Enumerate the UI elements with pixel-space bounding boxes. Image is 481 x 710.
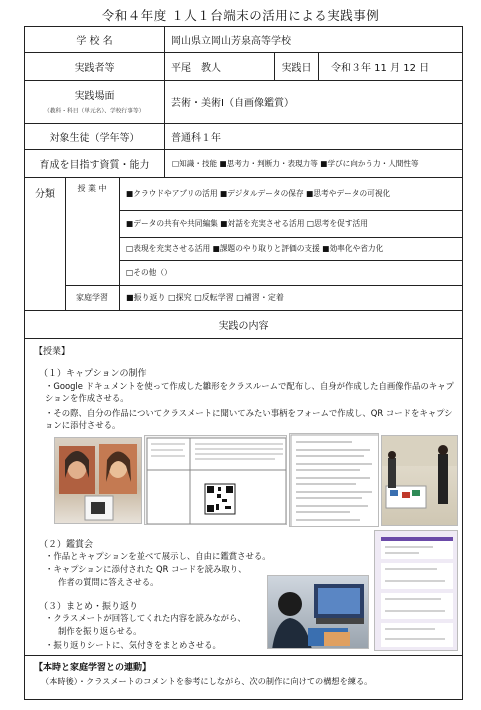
page-title: 令和４年度 １人１台端末の活用による実践事例 — [101, 8, 380, 23]
report-form — [24, 26, 463, 700]
step3-bullet-1: ・クラスメートが回答してくれた内容を読みながら、 — [45, 613, 246, 623]
scene-note: （教科・科目（単元名）、学校行事等） — [44, 107, 145, 115]
step2-bullet-1: ・作品とキャプションを並べて展示し、自由に鑑賞させる。 — [45, 551, 271, 561]
in-class-row-1: ■クラウドやアプリの活用 ■デジタルデータの保存 ■思考やデータの可視化 — [126, 189, 391, 198]
caption-document-image — [144, 435, 287, 525]
portrait-photo — [54, 437, 142, 524]
date-value: 令和３年 11 月 12 日 — [331, 62, 430, 74]
teacher-value: 平尾 教人 — [171, 62, 221, 74]
step3-bullet-2: 制作を振り返らせる。 — [58, 626, 142, 636]
target-label: 対象生徒（学年等） — [49, 132, 140, 144]
step2-title: （２）鑑賞会 — [39, 540, 94, 550]
category-label: 分類 — [35, 188, 55, 200]
classroom-photo — [381, 435, 458, 526]
in-class-row-4: □その他（） — [126, 268, 172, 277]
scene-label: 実践場面 — [74, 91, 115, 102]
step2-bullet-3: 作者の質問に答えさせる。 — [58, 577, 159, 587]
school-value: 岡山県立岡山芳泉高等学校 — [171, 36, 291, 47]
in-class-row-2: ■データの共有や共同編集 ■対話を充実させる活用 □思考を促す活用 — [126, 219, 368, 228]
home-label: 家庭学習 — [76, 293, 108, 302]
step3-title: （３）まとめ・振り返り — [39, 602, 139, 612]
home-row: ■振り返り □探究 □反転学習 □補習・定着 — [126, 293, 284, 302]
student-laptop-photo — [267, 575, 369, 649]
scene-label-cell — [25, 80, 164, 123]
link-header: 【本時と家庭学習との連動】 — [34, 663, 152, 673]
in-class-row-3: □表現を充実させる活用 ■課題のやり取りと評価の支援 ■効率化や省力化 — [126, 244, 384, 253]
date-label: 実践日 — [281, 62, 312, 74]
step1-bullet-1: ・Google ドキュメントを使って作成した雛形をクラスルームで配布し、自身が作成した自画像作品のキャプションを作成させる。 — [45, 381, 454, 403]
teacher-label: 実践者等 — [74, 62, 115, 74]
step1-bullet-2: ・その際、自分の作品についてクラスメートに聞いてみたい事柄をフォームで作成し、QR コードをキャプションに添付させる。 — [45, 408, 453, 430]
content-heading: 実践の内容 — [218, 320, 269, 332]
scene-value: 芸術・美術Ⅰ（自画像鑑賞） — [171, 98, 294, 109]
link-text: （本時後）・クラスメートのコメントを参考にしながら、次の制作に向けての構想を練る。 — [41, 676, 373, 686]
step1-title: （１）キャプションの制作 — [39, 369, 147, 379]
in-class-label: 授 業 中 — [77, 183, 107, 193]
lesson-header: 【授業】 — [34, 347, 71, 357]
ability-label: 育成を目指す資質・能力 — [39, 159, 150, 171]
step2-bullet-2: ・キャプションに添付された QR コードを読み取り、 — [45, 564, 247, 574]
target-value: 普通科１年 — [171, 132, 221, 144]
step3-bullet-3: ・振り返りシートに、気付きをまとめさせる。 — [45, 640, 221, 650]
form-questions-image — [289, 433, 379, 527]
school-label: 学 校 名 — [76, 36, 113, 47]
form-response-screenshot — [374, 530, 458, 651]
ability-value: □知識・技能 ■思考力・判断力・表現力等 ■学びに向かう力・人間性等 — [172, 158, 419, 168]
